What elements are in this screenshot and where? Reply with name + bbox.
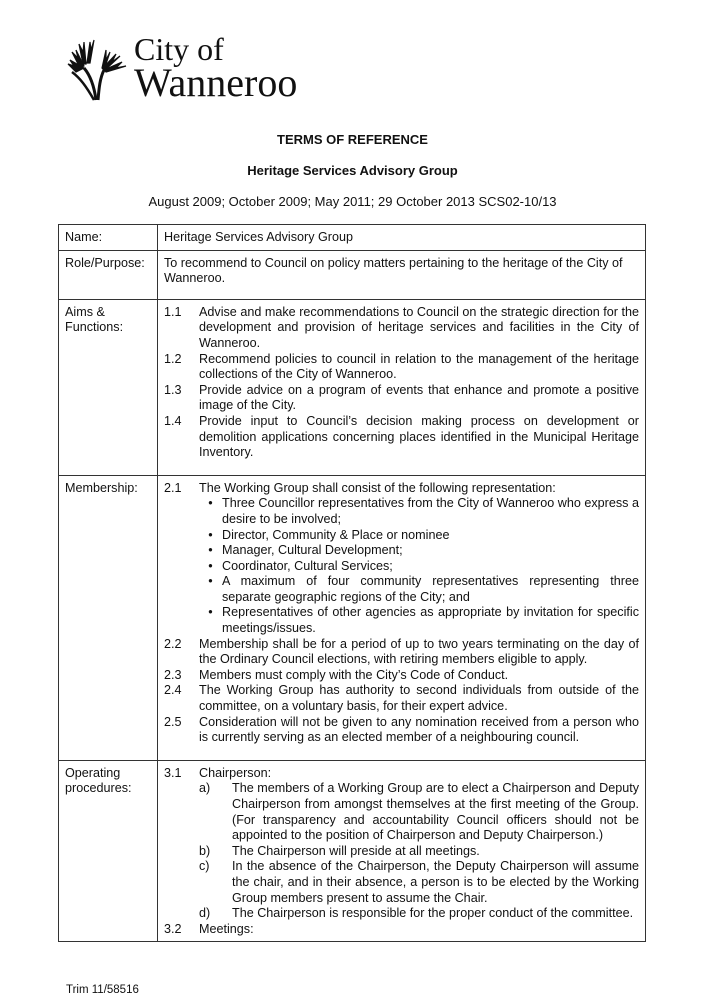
name-label: Name: (59, 225, 158, 251)
item-number: 2.5 (164, 714, 182, 729)
sub-text: In the absence of the Chairperson, the Deputy Chairperson will assume the chair, and in their absence, a person is to be elected by the Working Group members present to assume the Chair. (232, 859, 639, 905)
document-title: TERMS OF REFERENCE (277, 132, 428, 147)
item-text: Advise and make recommendations to Council on the strategic direction for the development and provision of heritage services and facilities in the City of Wanneroo. (199, 304, 639, 350)
bullet-icon: • (208, 558, 213, 573)
item-text: Recommend policies to council in relation to the management of the heritage collections of the City of Wanneroo. (199, 351, 639, 382)
membership-item (164, 683, 639, 714)
row-membership (59, 475, 646, 760)
item-text: The Working Group shall consist of the following representation: (199, 480, 556, 495)
document-dates: August 2009; October 2009; May 2011; 29 October 2013 SCS02-10/13 (148, 194, 557, 209)
item-number: 1.2 (164, 351, 182, 366)
role-label: Role/Purpose: (59, 250, 158, 299)
list-item: • Three Councillor representatives from the City of Wanneroo who express a desire to be involved; (199, 496, 639, 527)
list-item: • A maximum of four community representatives representing three separate geographic regions of the City; and (199, 574, 639, 605)
bullet-icon: • (208, 574, 213, 589)
row-name (59, 225, 646, 251)
item-number: 1.1 (164, 304, 182, 319)
item-text: Consideration will not be given to any nomination received from a person who is currently serving as an elected member of a neighbouring council. (199, 714, 639, 745)
operating-item (164, 922, 639, 938)
item-number: 2.2 (164, 636, 182, 651)
bullet-icon: • (208, 605, 213, 620)
item-number: 1.4 (164, 413, 182, 428)
sub-item (199, 859, 639, 906)
chairperson-subitems (199, 781, 639, 921)
logo-text-wanneroo: Wanneroo (134, 60, 298, 105)
item-text: Members must comply with the City’s Code of Conduct. (199, 667, 509, 682)
membership-item (164, 715, 639, 746)
sub-letter: d) (199, 906, 211, 921)
sub-letter: c) (199, 859, 210, 874)
kangaroo-paw-icon (66, 30, 132, 102)
sub-text: The Chairperson is responsible for the proper conduct of the committee. (232, 906, 634, 921)
aims-content (158, 299, 646, 475)
aims-item (164, 352, 639, 383)
list-item: • Manager, Cultural Development; (199, 543, 639, 559)
role-value: To recommend to Council on policy matters pertaining to the heritage of the City of Wanneroo. (158, 250, 646, 299)
membership-item (164, 668, 639, 684)
sub-letter: b) (199, 843, 211, 858)
operating-label: Operating procedures: (59, 760, 158, 942)
operating-item (164, 766, 639, 782)
aims-item (164, 383, 639, 414)
list-item: • Representatives of other agencies as appropriate by invitation for specific meetings/issues. (199, 605, 639, 636)
aims-item (164, 414, 639, 461)
document-subtitle: Heritage Services Advisory Group (247, 163, 458, 178)
membership-bullets (199, 496, 639, 636)
bullet-icon: • (208, 527, 213, 542)
membership-item (164, 637, 639, 668)
aims-item (164, 305, 639, 352)
item-text: Provide input to Council’s decision making process on development or demolition applications concerning places identified in the Municipal Heritage Inventory. (199, 413, 639, 460)
item-text: Chairperson: (199, 765, 272, 780)
item-number: 2.4 (164, 683, 182, 698)
item-number: 3.1 (164, 765, 182, 780)
membership-label: Membership: (59, 475, 158, 760)
operating-content (158, 760, 646, 942)
sub-item (199, 781, 639, 843)
sub-item (199, 906, 639, 922)
bullet-icon: • (208, 543, 213, 558)
sub-text: The members of a Working Group are to elect a Chairperson and Deputy Chairperson from amongst themselves at the first meeting of the Group. (For transparency and accountability Council officers should not be appointed to the position of Chairperson and Deputy Chairperson.) (232, 781, 639, 843)
sub-letter: a) (199, 781, 211, 796)
row-role (59, 250, 646, 299)
list-item: • Coordinator, Cultural Services; (199, 559, 639, 575)
item-text: Provide advice on a program of events that enhance and promote a positive image of the City. (199, 382, 639, 413)
sub-item (199, 844, 639, 860)
item-text: The Working Group has authority to second individuals from outside of the committee, on a voluntary basis, for their expert advice. (199, 683, 639, 714)
item-number: 2.1 (164, 480, 182, 495)
item-text: Meetings: (199, 921, 254, 936)
membership-item (164, 481, 639, 497)
row-operating (59, 760, 646, 942)
item-number: 2.3 (164, 667, 182, 682)
city-logo (66, 30, 326, 105)
bullet-icon: • (208, 496, 213, 511)
item-text: Membership shall be for a period of up to two years terminating on the day of the Ordinary Council elections, with retiring members eligible to apply. (199, 636, 639, 667)
item-number: 3.2 (164, 921, 182, 936)
sub-text: The Chairperson will preside at all meetings. (232, 843, 480, 858)
name-value: Heritage Services Advisory Group (158, 225, 646, 251)
membership-content (158, 475, 646, 760)
footer-trim-reference: Trim 11/58516 (66, 984, 139, 996)
list-item: • Director, Community & Place or nominee (199, 528, 639, 544)
row-aims (59, 299, 646, 475)
aims-label: Aims & Functions: (59, 299, 158, 475)
terms-table (58, 224, 646, 942)
item-number: 1.3 (164, 382, 182, 397)
logo-text-city-of: City of (134, 31, 224, 67)
